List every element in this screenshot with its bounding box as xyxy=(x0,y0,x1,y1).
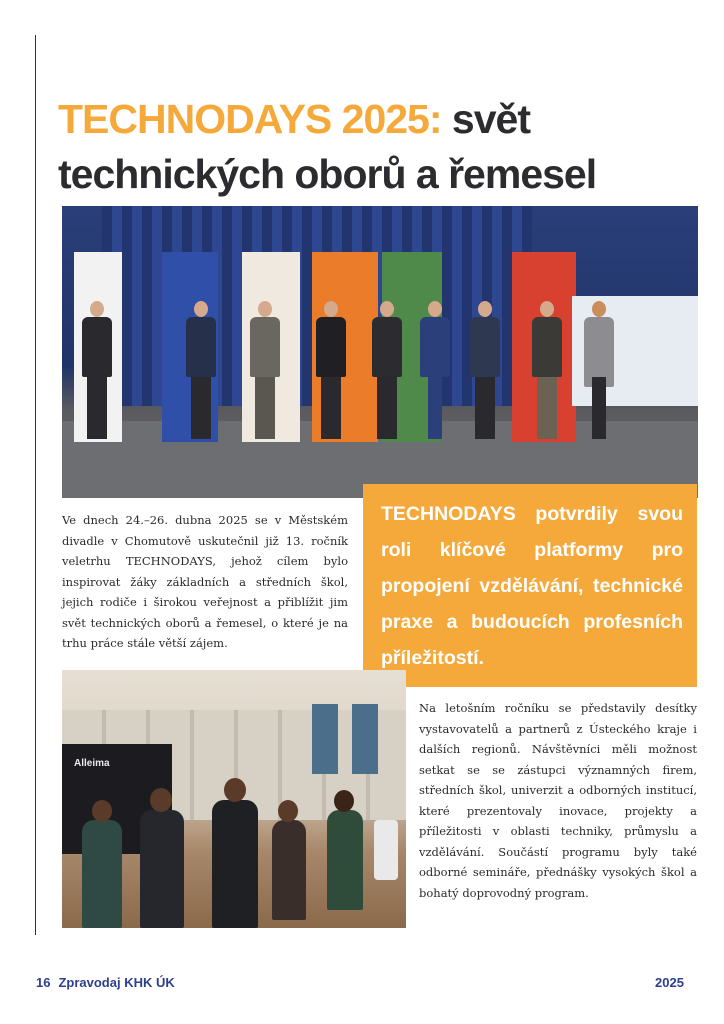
left-rule xyxy=(35,35,36,935)
footer-year: 2025 xyxy=(655,975,684,990)
footer-publication xyxy=(36,975,175,990)
stage-photo xyxy=(62,206,698,498)
title-rest: svět technických oborů a řemesel xyxy=(58,96,597,197)
details-paragraph: Na letošním ročníku se představily desítky vystavovatelů a partnerů z Ústeckého kraje i dalších regionů. Návštěvníci měli možnost setkat se se zástupci významných firem, středních škol, univerzit a odborných institucí, které prezentovaly inovace, projekty a příležitosti v oblasti techniky, průmyslu a vzdělávání. Součástí programu byly také odborné semináře, přednášky vysokých škol a bohatý doprovodný program. xyxy=(419,701,697,900)
exhibition-photo xyxy=(62,670,406,928)
title-accent: TECHNODAYS 2025: xyxy=(58,96,442,142)
highlight-text: TECHNODAYS potvrdily svou roli klíčové platformy pro propojení vzdělávání, technické praxe a budoucích profesních příležitostí. xyxy=(381,503,683,669)
highlight-box xyxy=(363,484,697,687)
booth-sign: Alleima xyxy=(74,758,110,769)
page-title xyxy=(58,92,698,202)
publication-name: Zpravodaj KHK ÚK xyxy=(58,975,175,990)
intro-paragraph: Ve dnech 24.–26. dubna 2025 se v Městském divadle v Chomutově uskutečnil již 13. ročník veletrhu TECHNODAYS, jehož cílem bylo inspirovat žáky základních a středních škol, jejich rodiče i širokou veřejnost a přiblížit jim svět technických oborů a řemesel, o které je na trhu práce stále větší zájem. xyxy=(62,513,348,650)
page-number: 16 xyxy=(36,975,51,990)
